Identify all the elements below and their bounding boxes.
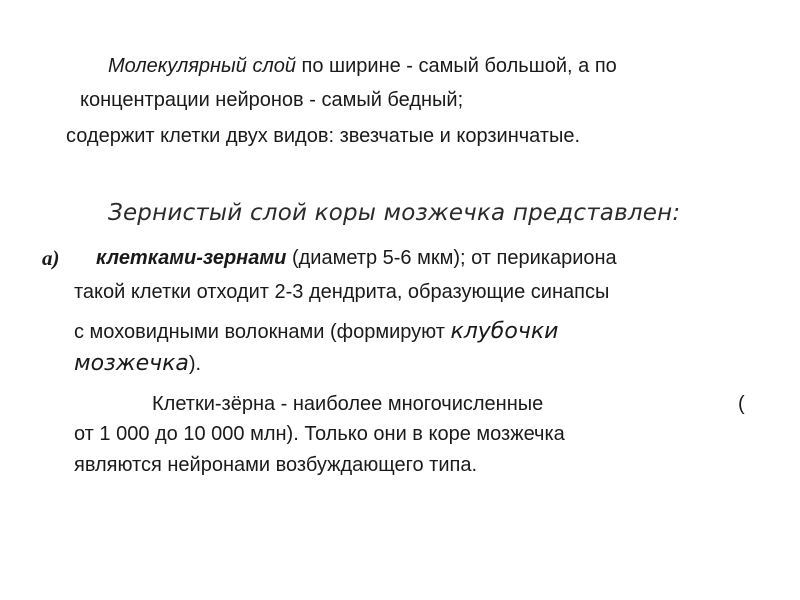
item-a-line4-end: ).: [188, 353, 202, 375]
item-a-line3: [74, 320, 558, 344]
paragraph2-line3: являются нейронами возбуждающего типа.: [74, 454, 477, 476]
item-a-line1-text: [96, 246, 617, 270]
item-a-line3-text: с моховидными волокнами (формируют: [74, 321, 451, 343]
paragraph2-open-paren: (: [738, 393, 745, 415]
term-glomeruli: клубочки: [450, 319, 559, 344]
paragraph1-line2: концентрации нейронов - самый бедный;: [80, 89, 464, 111]
item-a-marker: а): [42, 246, 60, 270]
item-a-line2: такой клетки отходит 2-3 дендрита, образующие синапсы: [74, 281, 610, 303]
item-a-line4: [74, 352, 201, 376]
paragraph2-line1: Клетки-зёрна - наиболее многочисленные: [152, 393, 544, 415]
section-heading: Зернистый слой коры мозжечка представлен:: [108, 200, 681, 226]
paragraph2-line2: от 1 000 до 10 000 млн). Только они в коре мозжечка: [74, 423, 565, 445]
paragraph1-line1: [108, 54, 617, 78]
paragraph1-line1-text: по ширине - самый большой, а по: [295, 55, 617, 77]
paragraph1-line3: содержит клетки двух видов: звезчатые и корзинчатые.: [66, 125, 581, 147]
term-granule-cells: клетками-зернами: [96, 247, 287, 269]
term-molecular-layer: Молекулярный слой: [108, 55, 296, 77]
item-a-line1-rest: (диаметр 5-6 мкм); от перикариона: [286, 247, 617, 269]
term-cerebellum: мозжечка: [74, 351, 189, 376]
item-a-line1: [42, 246, 60, 271]
